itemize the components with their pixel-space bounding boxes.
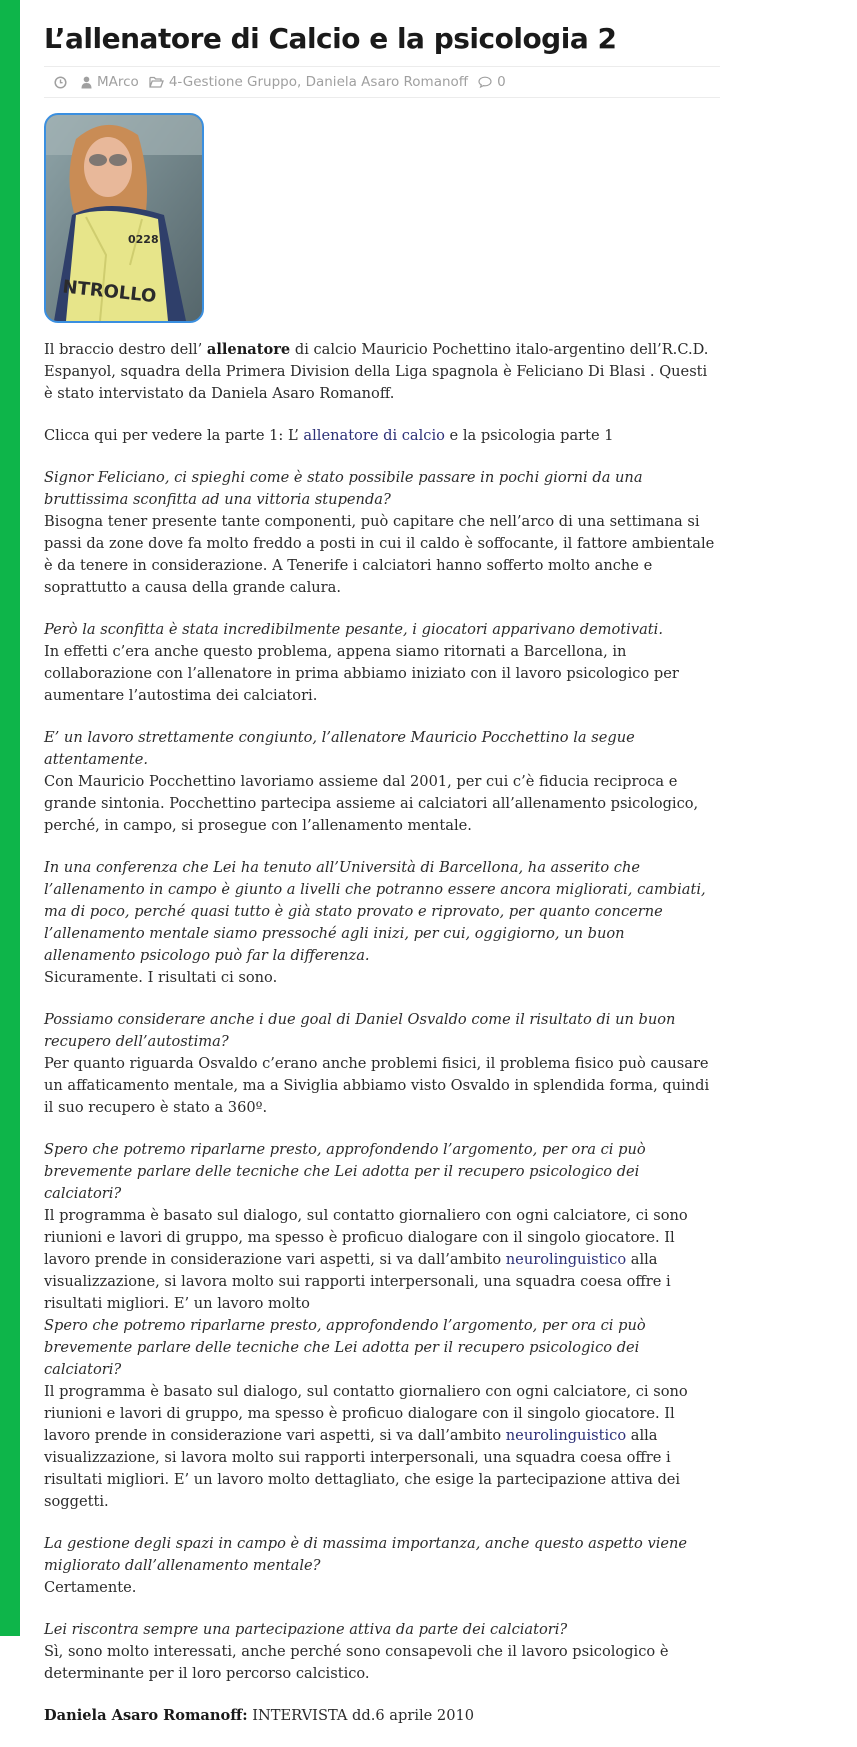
question: Però la sconfitta è stata incredibilmente pesante, i giocatori apparivano demotivati. bbox=[44, 621, 663, 638]
question: Spero che potremo riparlarne presto, approfondendo l’argomento, per ora ci può brevemente parlare delle tecniche che Lei adotta per il recupero psicologico dei calciatori? bbox=[44, 1317, 646, 1378]
qa-1 bbox=[44, 467, 720, 599]
question: In una conferenza che Lei ha tenuto all’Università di Barcellona, ha asserito che l’allenamento in campo è giunto a livelli che potranno essere ancora migliorati, cambiati, ma di poco, perché quasi tutto è già stato provato e riprovato, per quanto concerne l’allenamento mentale siamo pressoché agli inizi, per cui, oggigiorno, un buon allenamento psicologo può far la differenza. bbox=[44, 859, 706, 964]
categories-links[interactable]: 4-Gestione Gruppo, Daniela Asaro Romanoff bbox=[168, 74, 469, 90]
qa-3 bbox=[44, 727, 720, 837]
comments-meta[interactable] bbox=[478, 74, 506, 90]
comments-count[interactable]: 0 bbox=[497, 74, 506, 90]
qa-6-repeat: Spero che potremo riparlarne presto, approfondendo l’argomento, per ora ci può brevemente parlare delle tecniche che Lei adotta per il recupero psicologico dei calciatori? Il programma è basato sul dialogo, sul contatto giornaliero con ogni calciatore, ci sono riunioni e lavori di gruppo, ma spesso è proficuo dialogare con il singolo giocatore. Il lavoro prende in considerazione vari aspetti, si va dall’ambito neurolinguistico alla visualizzazione, si lavora molto sui rapporti interpersonali, una squadra coesa offre i risultati migliori. E’ un lavoro molto dettagliato, che esige la partecipazione attiva dei soggetti. bbox=[44, 1317, 688, 1510]
question: Lei riscontra sempre una partecipazione attiva da parte dei calciatori? bbox=[44, 1621, 568, 1638]
paragraph-intro: Il braccio destro dell’ allenatore di calcio Mauricio Pochettino italo-argentino dell’R.C.D. Espanyol, squadra della Primera Division della Liga spagnola è Feliciano Di Blasi . Questi è stato intervistato da Daniela Asaro Romanoff. bbox=[44, 341, 709, 402]
question: E’ un lavoro strettamente congiunto, l’allenatore Mauricio Pocchettino la segue attentamente. bbox=[44, 729, 635, 768]
author-photo bbox=[44, 113, 204, 323]
qa-4 bbox=[44, 857, 720, 989]
author-meta[interactable] bbox=[81, 74, 139, 90]
signature bbox=[44, 1705, 720, 1727]
vest-text: NTROLLO bbox=[61, 276, 158, 308]
answer: Certamente. bbox=[44, 1579, 137, 1596]
folder-open-icon bbox=[149, 76, 164, 88]
answer: Con Mauricio Pocchettino lavoriamo assieme dal 2001, per cui c’è fiducia reciproca e grande sintonia. Pocchettino partecipa assieme ai calciatori all’allenamento psicologico, perché, in campo, si prosegue con l’allenamento mentale. bbox=[44, 773, 699, 834]
answer: Sicuramente. I risultati ci sono. bbox=[44, 969, 278, 986]
clock-icon bbox=[54, 76, 67, 89]
question: La gestione degli spazi in campo è di massima importanza, anche questo aspetto viene migliorato dall’allenamento mentale? bbox=[44, 1535, 688, 1574]
signature-name: Daniela Asaro Romanoff: bbox=[44, 1707, 248, 1724]
allenatore-keyword: allenatore bbox=[206, 341, 291, 358]
qa-5 bbox=[44, 1009, 720, 1119]
author-link[interactable]: MArco bbox=[97, 74, 139, 90]
answer: Bisogna tener presente tante componenti, può capitare che nell’arco di una settimana si passi da zone dove fa molto freddo a posti in cui il caldo è soffocante, il fattore ambientale è da tenere in considerazione. A Tenerife i calciatori hanno sofferto molto anche e soprattutto a causa della grande calura. bbox=[44, 513, 715, 596]
answer: Sì, sono molto interessati, anche perché sono consapevoli che il lavoro psicologico è determinante per il loro percorso calcistico. bbox=[44, 1643, 669, 1682]
user-icon bbox=[81, 76, 92, 89]
post-title[interactable]: L’allenatore di Calcio e la psicologia 2 bbox=[44, 22, 617, 55]
question: Spero che potremo riparlarne presto, approfondendo l’argomento, per ora ci può brevemente parlare delle tecniche che Lei adotta per il recupero psicologico dei calciatori? bbox=[44, 1141, 646, 1202]
article-body bbox=[44, 339, 720, 1727]
vest-number: 0228 bbox=[128, 233, 159, 246]
neurolinguistico-link[interactable]: neurolinguistico bbox=[505, 1427, 627, 1444]
answer: In effetti c’era anche questo problema, appena siamo ritornati a Barcellona, in collaborazione con l’allenatore in prima abbiamo iniziato con il lavoro psicologico per aumentare l’autostima dei calciatori. bbox=[44, 643, 679, 704]
qa-2 bbox=[44, 619, 720, 707]
qa-8 bbox=[44, 1619, 720, 1685]
question: Signor Feliciano, ci spieghi come è stato possibile passare in pochi giorni da una bruttissima sconfitta ad una vittoria stupenda? bbox=[44, 469, 643, 508]
qa-7 bbox=[44, 1533, 720, 1599]
signature-date: INTERVISTA dd.6 aprile 2010 bbox=[247, 1707, 475, 1724]
answer: Per quanto riguarda Osvaldo c’erano anche problemi fisici, il problema fisico può causare un affaticamento mentale, ma a Siviglia abbiamo visto Osvaldo in splendida forma, quindi il suo recupero è stato a 360º. bbox=[44, 1055, 710, 1116]
post-meta bbox=[44, 66, 720, 98]
question: Possiamo considerare anche i due goal di Daniel Osvaldo come il risultato di un buon recupero dell’autostima? bbox=[44, 1011, 676, 1050]
qa-6: Spero che potremo riparlarne presto, approfondendo l’argomento, per ora ci può brevemente parlare delle tecniche che Lei adotta per il recupero psicologico dei calciatori? Il programma è basato sul dialogo, sul contatto giornaliero con ogni calciatore, ci sono riunioni e lavori di gruppo, ma spesso è proficuo dialogare con il singolo giocatore. Il lavoro prende in considerazione vari aspetti, si va dall’ambito neurolinguistico alla visualizzazione, si lavora molto sui rapporti interpersonali, una squadra coesa offre i risultati migliori. E’ un lavoro molto bbox=[44, 1141, 688, 1312]
comment-icon bbox=[478, 76, 492, 88]
paragraph-part1-link: Clicca qui per vedere la parte 1: L’ allenatore di calcio e la psicologia parte 1 bbox=[44, 427, 614, 444]
post-content bbox=[44, 0, 720, 1747]
left-accent-bar bbox=[0, 0, 20, 1636]
allenatore-link[interactable]: allenatore di calcio bbox=[303, 427, 445, 444]
neurolinguistico-link[interactable]: neurolinguistico bbox=[505, 1251, 627, 1268]
categories-meta[interactable] bbox=[149, 74, 468, 90]
